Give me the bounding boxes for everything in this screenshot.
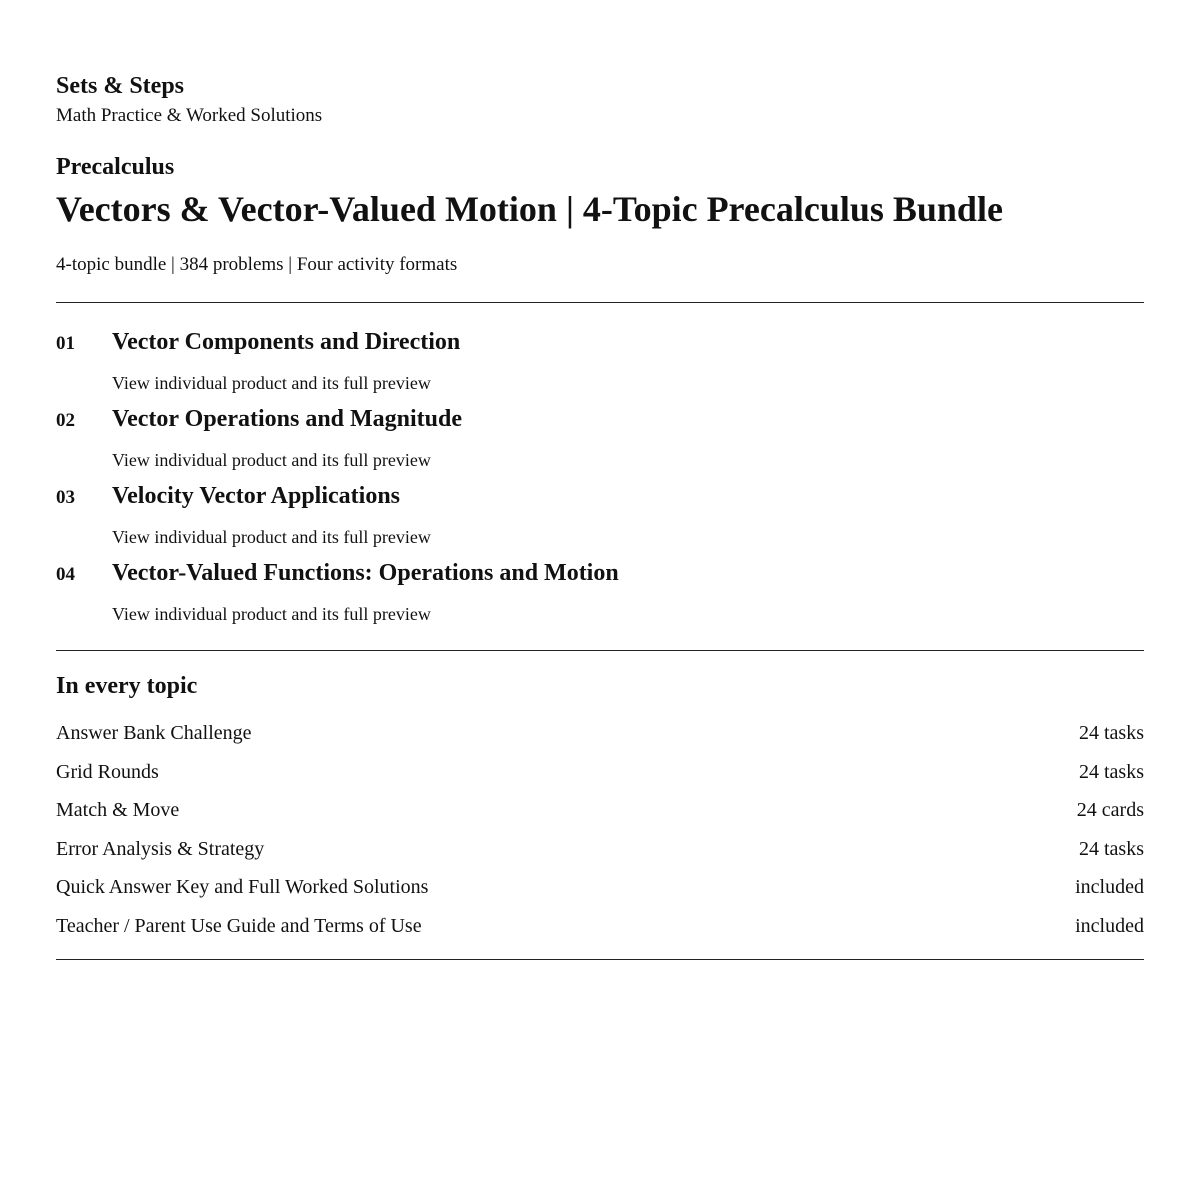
topic-title: Vector Components and Direction [112,329,461,355]
item-count: 24 tasks [1079,760,1144,783]
item-count: 24 cards [1076,799,1144,821]
item-label: Quick Answer Key and Full Worked Solutions [56,876,429,898]
item-label: Match & Move [56,799,180,821]
topic-item [56,326,1144,403]
every-topic-list [56,718,1144,949]
topic-title: Vector Operations and Magnitude [112,406,463,432]
every-topic-heading: In every topic [56,673,198,699]
list-item [56,757,1144,796]
brand-tagline: Math Practice & Worked Solutions [56,105,323,126]
item-label: Answer Bank Challenge [56,722,252,744]
topic-item [56,403,1144,480]
topic-title: Velocity Vector Applications [112,483,401,509]
item-count: included [1075,876,1144,898]
item-count: 24 tasks [1079,837,1144,860]
topic-preview-link[interactable]: View individual product and its full preview [112,373,431,393]
topic-preview-link[interactable]: View individual product and its full preview [112,604,431,624]
divider [56,650,1144,651]
subject-label: Precalculus [56,154,175,180]
bundle-summary: 4-topic bundle | 384 problems | Four activity formats [56,254,458,275]
list-item [56,911,1144,950]
divider [56,302,1144,303]
list-item [56,718,1144,757]
item-label: Teacher / Parent Use Guide and Terms of Use [56,914,422,937]
topic-number: 02 [56,410,75,431]
divider [56,959,1144,960]
item-count: 24 tasks [1079,722,1144,744]
brand-name: Sets & Steps [56,73,185,99]
topic-title: Vector-Valued Functions: Operations and Motion [112,560,619,586]
topic-preview-link[interactable]: View individual product and its full preview [112,527,431,547]
topic-number: 03 [56,487,75,508]
item-label: Grid Rounds [56,760,159,783]
topic-item [56,480,1144,557]
list-item [56,795,1144,834]
page-title: Vectors & Vector-Valued Motion | 4-Topic Precalculus Bundle [56,189,1003,229]
topic-item [56,557,1144,634]
topic-number: 01 [56,333,75,354]
item-label: Error Analysis & Strategy [56,837,265,860]
item-count: included [1075,914,1144,937]
list-item [56,834,1144,873]
topic-preview-link[interactable]: View individual product and its full preview [112,450,431,470]
topic-list [56,326,1144,634]
list-item [56,872,1144,911]
topic-number: 04 [56,564,75,585]
